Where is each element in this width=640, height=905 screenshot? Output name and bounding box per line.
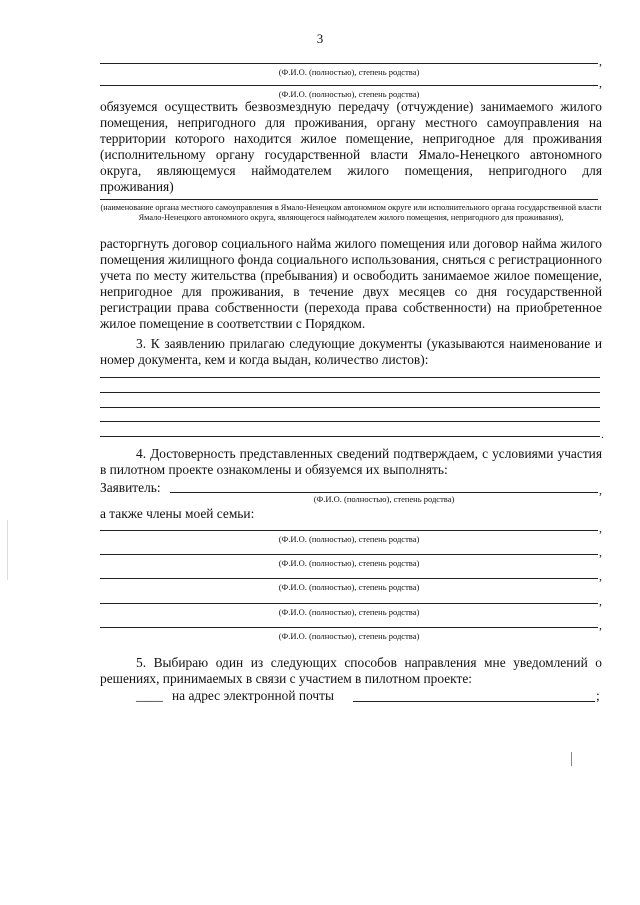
- email-option-end: ;: [596, 688, 600, 703]
- family-line-2[interactable]: [100, 554, 598, 555]
- documents-line-4[interactable]: [100, 421, 600, 422]
- confirmation-text: 4. Достоверность представленных сведений подтверждаем, с условиями участия в пилотном проекте ознакомлены и обязуемся их выполнять:: [100, 446, 602, 477]
- documents-line-2[interactable]: [100, 392, 600, 393]
- family-line-4[interactable]: [100, 603, 598, 604]
- fio-line-1[interactable]: [100, 63, 598, 64]
- scan-edge-mark: [7, 520, 8, 580]
- documents-line-5[interactable]: [100, 436, 600, 437]
- family-line-3[interactable]: [100, 578, 598, 579]
- documents-paragraph: [100, 336, 602, 368]
- line-period: .: [601, 427, 604, 441]
- notification-paragraph: [100, 655, 602, 687]
- notification-text: 5. Выбираю один из следующих способов направления мне уведомлений о решениях, принимаемых в связи с участием в пилотном проекте:: [100, 655, 602, 686]
- email-address-line[interactable]: [353, 701, 595, 702]
- fio-line-2[interactable]: [100, 85, 598, 86]
- line-comma: ,: [599, 545, 602, 559]
- family-caption-2: (Ф.И.О. (полностью), степень родства): [278, 558, 420, 568]
- page-number: 3: [316, 31, 324, 46]
- confirmation-paragraph: [100, 446, 602, 478]
- fio-caption-2: (Ф.И.О. (полностью), степень родства): [278, 89, 420, 99]
- obligation-paragraph: [100, 99, 602, 194]
- family-caption-5: (Ф.И.О. (полностью), степень родства): [278, 631, 420, 641]
- line-comma: ,: [599, 54, 602, 68]
- line-comma: ,: [599, 618, 602, 632]
- applicant-caption: (Ф.И.О. (полностью), степень родства): [313, 494, 455, 504]
- family-label: а также члены моей семьи:: [100, 506, 255, 521]
- line-comma: ,: [599, 594, 602, 608]
- fio-caption-1: (Ф.И.О. (полностью), степень родства): [278, 67, 420, 77]
- scan-mark: [571, 752, 572, 766]
- applicant-label: Заявитель:: [100, 480, 161, 495]
- family-caption-1: (Ф.И.О. (полностью), степень родства): [278, 534, 420, 544]
- family-line-1[interactable]: [100, 530, 598, 531]
- line-comma: ,: [599, 569, 602, 583]
- line-comma: ,: [599, 76, 602, 90]
- obligation-text: обязуемся осуществить безвозмездную передачу (отчуждение) занимаемого жилого помещения, непригодного для проживания, органу местного самоуправления на территории которого находится жилое помещение, непригодное для проживания (исполнительному органу государственной власти Ямало-Ненецкого автономного округа, являющемуся наймодателем жилого помещения, непригодного для проживания): [100, 99, 602, 194]
- family-caption-4: (Ф.И.О. (полностью), степень родства): [278, 607, 420, 617]
- applicant-line[interactable]: [170, 492, 598, 493]
- organization-caption: (наименование органа местного самоуправления в Ямало-Ненецком автономном округе или исполнительного органа государственной власти Ямало-Ненецкого автономного округа, являющегося наймодателем жилого помещения, непригодного для проживания),: [100, 203, 602, 223]
- email-option-label: на адрес электронной почты: [172, 688, 334, 703]
- terminate-paragraph: [100, 236, 602, 331]
- family-caption-3: (Ф.И.О. (полностью), степень родства): [278, 582, 420, 592]
- line-comma: ,: [599, 521, 602, 535]
- documents-line-3[interactable]: [100, 407, 600, 408]
- organization-line[interactable]: [100, 199, 598, 200]
- line-comma: ,: [599, 483, 602, 497]
- documents-line-1[interactable]: [100, 377, 600, 378]
- email-option-blank[interactable]: ____: [136, 688, 163, 703]
- family-line-5[interactable]: [100, 627, 598, 628]
- terminate-text: расторгнуть договор социального найма жилого помещения или договор найма жилого помещения жилищного фонда социального использования, сняться с регистрационного учета по месту жительства (пребывания) и освободить занимаемое жилое помещение, непригодное для проживания, в течение двух месяцев со дня государственной регистрации права собственности (перехода права собственности) на приобретенное жилое помещение в соответствии с Порядком.: [100, 236, 602, 331]
- documents-text: 3. К заявлению прилагаю следующие документы (указываются наименование и номер документа, кем и когда выдан, количество листов):: [100, 336, 602, 367]
